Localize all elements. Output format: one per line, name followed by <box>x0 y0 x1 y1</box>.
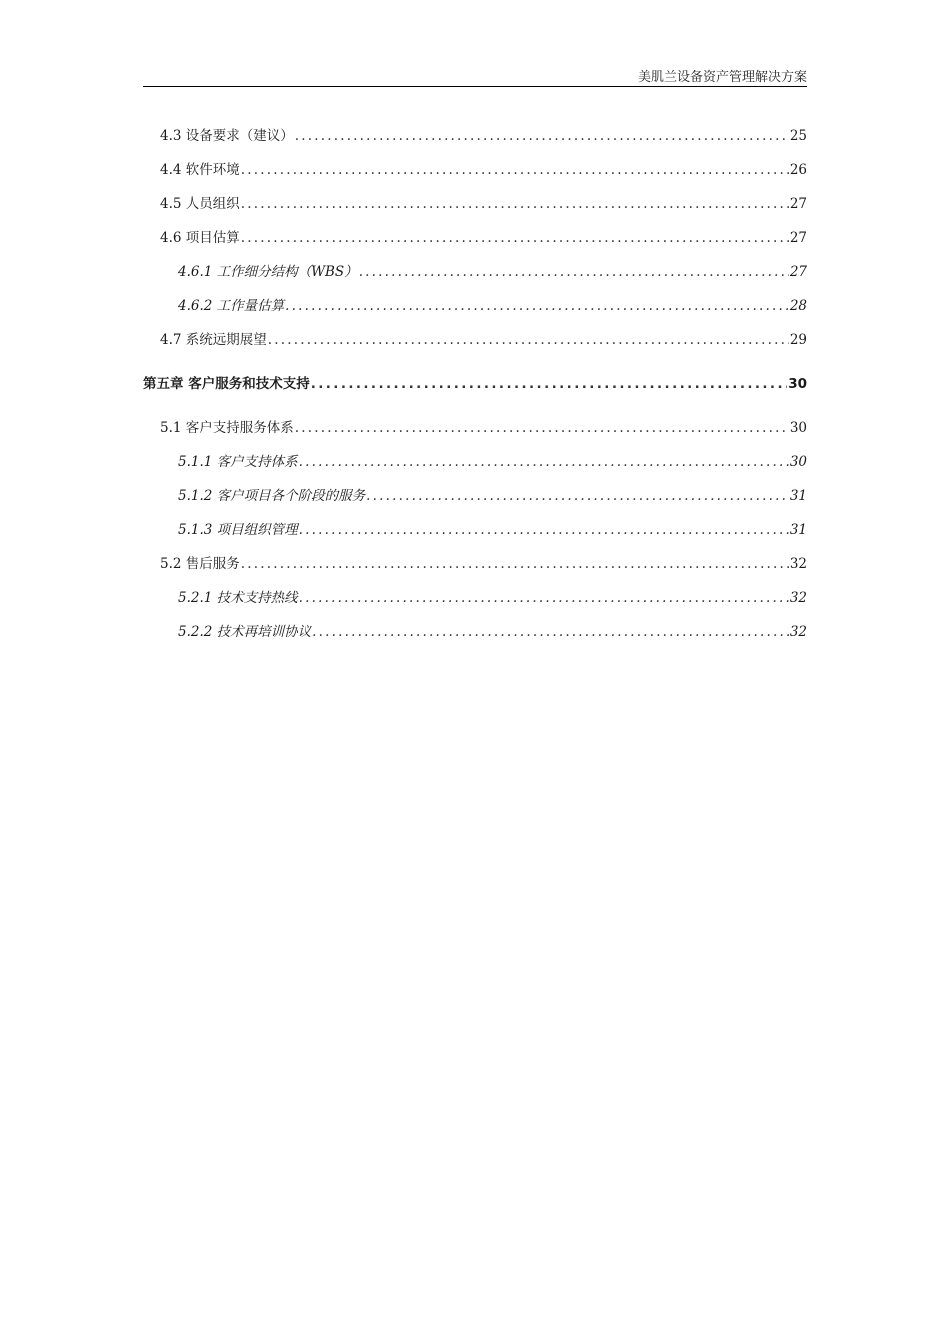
toc-dot-leader <box>295 125 789 147</box>
toc-entry-label: 4.3 设备要求（建议） <box>160 128 294 144</box>
toc-entry-label: 4.5 人员组织 <box>160 196 240 212</box>
toc-entry[interactable] <box>143 587 807 609</box>
toc-dot-leader <box>359 261 789 283</box>
toc-entry-label: 4.6.1 工作细分结构（WBS） <box>178 264 358 280</box>
toc-entry[interactable] <box>143 519 807 541</box>
toc-dot-leader <box>299 519 789 541</box>
toc-entry-label: 5.1 客户支持服务体系 <box>160 420 294 436</box>
toc-dot-leader <box>241 159 789 181</box>
page-header <box>143 64 807 87</box>
toc-entry[interactable] <box>143 417 807 439</box>
toc-entry-label: 5.2.2 技术再培训协议 <box>178 624 312 640</box>
toc-entry[interactable] <box>143 193 807 215</box>
toc-dot-leader <box>268 329 789 351</box>
toc-page-number: 32 <box>789 590 807 606</box>
toc-page-number: 30 <box>788 376 807 392</box>
toc-dot-leader <box>366 485 789 507</box>
toc-entry-label: 4.7 系统远期展望 <box>160 332 267 348</box>
toc-page-number: 26 <box>789 162 807 178</box>
toc-page-number: 30 <box>789 454 807 470</box>
toc-page-number: 27 <box>789 230 807 246</box>
toc-entry[interactable] <box>143 295 807 317</box>
toc-page-number: 31 <box>789 488 807 504</box>
toc-dot-leader <box>285 295 789 317</box>
toc-page-number: 27 <box>789 196 807 212</box>
toc-entry-label: 4.6.2 工作量估算 <box>178 298 285 314</box>
toc-dot-leader <box>311 373 788 395</box>
toc-dot-leader <box>241 193 789 215</box>
header-title: 美肌兰设备资产管理解决方案 <box>637 70 807 85</box>
toc-entry-label: 第五章 客户服务和技术支持 <box>143 376 310 392</box>
toc-page-number: 31 <box>789 522 807 538</box>
toc-entry-label: 5.1.3 项目组织管理 <box>178 522 298 538</box>
toc-page-number: 32 <box>789 556 807 572</box>
toc-dot-leader <box>299 587 789 609</box>
toc-dot-leader <box>312 621 789 643</box>
toc-entry[interactable] <box>143 621 807 643</box>
toc-chapter-entry[interactable] <box>143 373 807 395</box>
toc-page-number: 32 <box>789 624 807 640</box>
toc-entry-label: 5.1.1 客户支持体系 <box>178 454 298 470</box>
toc-page-number: 29 <box>789 332 807 348</box>
toc-entry[interactable] <box>143 451 807 473</box>
toc-entry[interactable] <box>143 553 807 575</box>
toc-entry-label: 4.4 软件环境 <box>160 162 240 178</box>
toc-entry-label: 4.6 项目估算 <box>160 230 240 246</box>
toc-entry[interactable] <box>143 159 807 181</box>
toc-dot-leader <box>295 417 789 439</box>
toc-entry-label: 5.2.1 技术支持热线 <box>178 590 298 606</box>
toc-entry[interactable] <box>143 485 807 507</box>
toc-page-number: 27 <box>789 264 807 280</box>
toc-page-number: 25 <box>789 128 807 144</box>
toc-dot-leader <box>241 227 789 249</box>
toc-dot-leader <box>241 553 789 575</box>
toc-entry[interactable] <box>143 227 807 249</box>
toc-entry[interactable] <box>143 329 807 351</box>
toc-entry-label: 5.1.2 客户项目各个阶段的服务 <box>178 488 366 504</box>
toc-entry[interactable] <box>143 125 807 147</box>
toc-dot-leader <box>299 451 789 473</box>
toc-page-number: 30 <box>789 420 807 436</box>
toc-entry-label: 5.2 售后服务 <box>160 556 240 572</box>
toc-page-number: 28 <box>789 298 807 314</box>
toc-entry[interactable] <box>143 261 807 283</box>
